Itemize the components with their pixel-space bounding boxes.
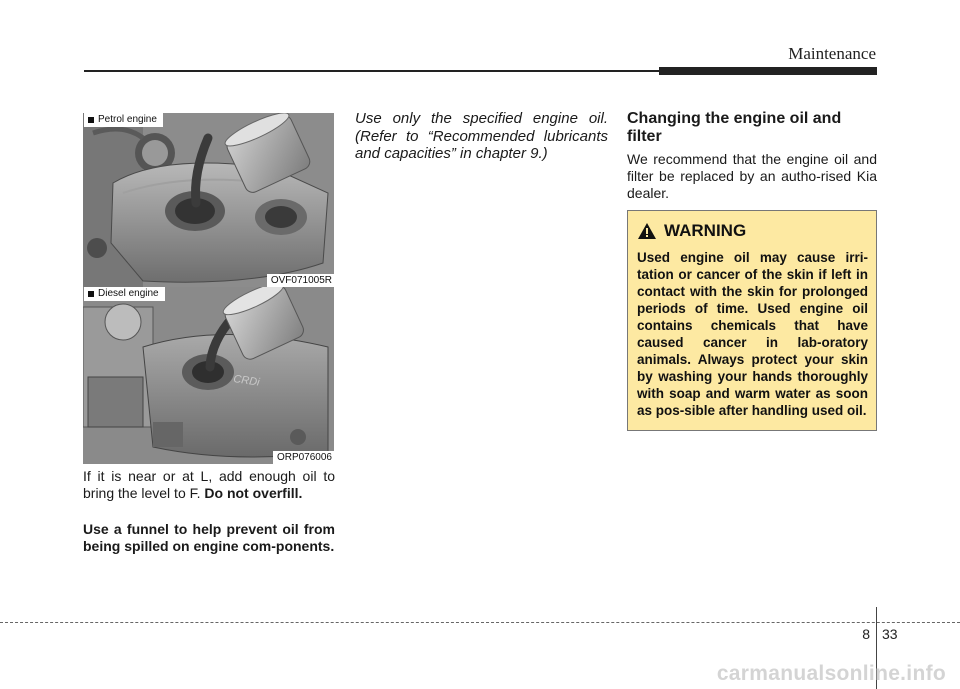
figure-label-text: Diesel engine (98, 288, 159, 299)
dealer-recommendation-paragraph: We recommend that the engine oil and filter be replaced by an autho-rised Kia dealer. (627, 151, 877, 201)
header-rule (84, 70, 659, 72)
watermark: carmanualsonline.info (716, 662, 946, 685)
figure-code: OVF071005R (267, 274, 334, 287)
square-bullet-icon (88, 117, 94, 123)
specified-oil-note: Use only the specified engine oil. (Refer to “Recommended lubricants and capacities” in chapter 9.) (355, 110, 608, 162)
warning-triangle-icon (638, 223, 656, 239)
warning-text: Used engine oil may cause irri-tation or cancer of the skin if left in contact with the skin for prolonged periods of time. Used engine oil contains chemicals that have caused cancer in lab-oratory animals. Always protect your skin by washing your hands thoroughly with soap and warm water as soon as pos-sible after handling used oil. (637, 250, 868, 418)
figure-label (84, 113, 163, 127)
page-number: 33 (882, 626, 898, 642)
header-rule-accent (659, 67, 877, 75)
warning-header (638, 221, 746, 241)
svg-text:CRDi: CRDi (232, 373, 261, 389)
warning-title: WARNING (664, 221, 747, 240)
do-not-overfill-text: Do not overfill. (204, 485, 303, 501)
figure-label-text: Petrol engine (98, 114, 157, 125)
chapter-number: 8 (862, 626, 870, 642)
petrol-engine-image (83, 113, 334, 287)
funnel-paragraph: Use a funnel to help prevent oil from being spilled on engine com-ponents. (83, 521, 335, 554)
oil-level-text: If it is near or at L, add enough oil to bring the level to F. (83, 468, 335, 501)
section-heading: Changing the engine oil and filter (627, 110, 842, 145)
petrol-engine-illustration (83, 113, 334, 287)
warning-box (627, 210, 877, 431)
oil-level-paragraph (83, 468, 335, 502)
diesel-engine-image (83, 287, 334, 464)
diesel-engine-illustration (83, 287, 334, 464)
section-title: Maintenance (788, 44, 876, 63)
figure-code: ORP076006 (273, 451, 334, 464)
footer-rule (0, 622, 960, 623)
figure-label (84, 287, 165, 301)
square-bullet-icon (88, 291, 94, 297)
